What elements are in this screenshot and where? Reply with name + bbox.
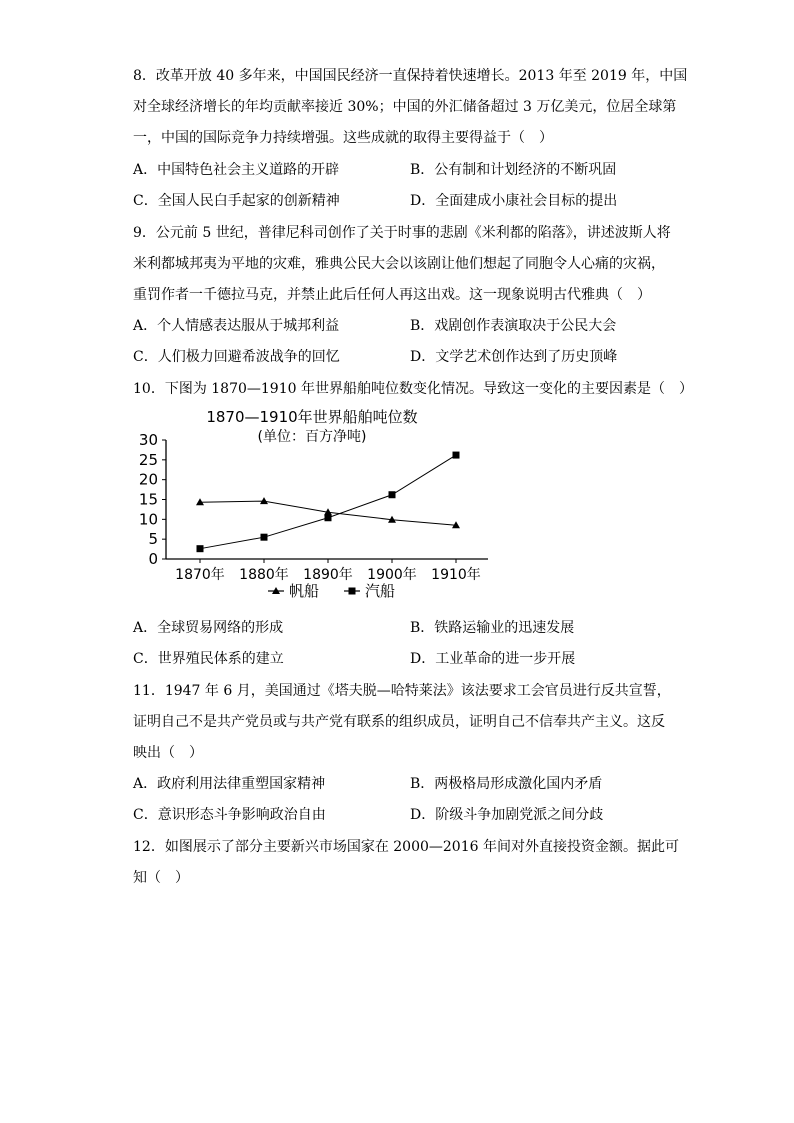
y-tick-label: 20 bbox=[138, 470, 158, 489]
ship-tonnage-chart bbox=[136, 404, 496, 610]
x-tick-label: 1900年 bbox=[367, 567, 417, 583]
q9-stem-line-2: 米利都城邦夷为平地的灾难，雅典公民大会以该剧让他们想起了同胞令人心痛的灾祸， bbox=[133, 256, 665, 272]
chart-subtitle: (单位：百方净吨) bbox=[257, 429, 367, 445]
q8-stem-line-1: 8．改革开放 40 多年来，中国国民经济一直保持着快速增长。2013 年至 2019 年，中国 bbox=[133, 68, 688, 84]
q9-option-b: B．戏剧创作表演取决于公民大会 bbox=[410, 318, 617, 334]
q10-option-d: D．工业革命的进一步开展 bbox=[410, 651, 576, 667]
x-tick-label: 1890年 bbox=[303, 567, 353, 583]
q11-stem-line-3: 映出（ ） bbox=[133, 745, 203, 761]
q10-option-c: C．世界殖民体系的建立 bbox=[133, 651, 284, 667]
q11-stem-line-2: 证明自己不是共产党员或与共产党有联系的组织成员，证明自己不信奉共产主义。这反 bbox=[133, 714, 665, 730]
q8-option-d: D．全面建成小康社会目标的提出 bbox=[410, 193, 618, 209]
chart-title: 1870—1910年世界船舶吨位数 bbox=[206, 408, 418, 426]
q12-stem-line-1: 12．如图展示了部分主要新兴市场国家在 2000—2016 年间对外直接投资金额。据此可 bbox=[133, 839, 679, 855]
sailing-ship-legend-label: 帆船 bbox=[289, 582, 320, 600]
q8-option-b: B．公有制和计划经济的不断巩固 bbox=[410, 162, 617, 178]
q10-option-a: A．全球贸易网络的形成 bbox=[133, 620, 284, 636]
y-tick-label: 10 bbox=[138, 510, 158, 529]
y-tick-label: 15 bbox=[138, 490, 158, 509]
q8-option-a: A．中国特色社会主义道路的开辟 bbox=[133, 162, 340, 178]
q9-option-a: A．个人情感表达服从于城邦利益 bbox=[133, 318, 340, 334]
q11-stem-line-1: 11．1947 年 6 月，美国通过《塔夫脱—哈特莱法》该法要求工会官员进行反共宣誓， bbox=[133, 683, 671, 699]
q8-stem-line-3: 一，中国的国际竞争力持续增强。这些成就的取得主要得益于（ ） bbox=[133, 130, 553, 146]
steamship-point bbox=[453, 452, 460, 459]
q9-option-c: C．人们极力回避希波战争的回忆 bbox=[133, 349, 340, 365]
q10-option-b: B．铁路运输业的迅速发展 bbox=[410, 620, 575, 636]
steamship-point bbox=[261, 534, 268, 541]
q9-stem-line-1: 9．公元前 5 世纪，普律尼科司创作了关于时事的悲剧《米利都的陷落》，讲述波斯人将 bbox=[133, 225, 671, 241]
x-tick-label: 1910年 bbox=[431, 567, 481, 583]
steamship-legend-label: 汽船 bbox=[365, 582, 396, 600]
y-tick-label: 0 bbox=[148, 550, 158, 568]
steamship-point bbox=[197, 545, 204, 552]
x-tick-label: 1880年 bbox=[239, 567, 289, 583]
q11-option-a: A．政府利用法律重塑国家精神 bbox=[133, 776, 326, 792]
sailing-ship-point bbox=[260, 497, 268, 504]
y-tick-label: 25 bbox=[138, 450, 158, 469]
y-tick-label: 30 bbox=[138, 431, 158, 449]
steamship-point bbox=[389, 491, 396, 498]
x-tick-label: 1870年 bbox=[175, 567, 225, 583]
steamship-point bbox=[325, 514, 332, 521]
q12-stem-line-2: 知（ ） bbox=[133, 870, 189, 886]
q11-option-b: B．两极格局形成激化国内矛盾 bbox=[410, 776, 603, 792]
q10-stem-line-1: 10．下图为 1870—1910 年世界船舶吨位数变化情况。导致这一变化的主要因素是（ ） bbox=[133, 381, 693, 397]
q9-stem-line-3: 重罚作者一千德拉马克，并禁止此后任何人再这出戏。这一现象说明古代雅典（ ） bbox=[133, 287, 651, 303]
q8-option-c: C．全国人民白手起家的创新精神 bbox=[133, 193, 340, 209]
q9-option-d: D．文学艺术创作达到了历史顶峰 bbox=[410, 349, 618, 365]
y-tick-label: 5 bbox=[148, 530, 158, 549]
steamship-legend-marker bbox=[349, 588, 356, 595]
q8-stem-line-2: 对全球经济增长的年均贡献率接近 30%；中国的外汇储备超过 3 万亿美元，位居全球第 bbox=[133, 99, 677, 115]
q11-option-d: D．阶级斗争加剧党派之间分歧 bbox=[410, 807, 604, 823]
q11-option-c: C．意识形态斗争影响政治自由 bbox=[133, 807, 326, 823]
